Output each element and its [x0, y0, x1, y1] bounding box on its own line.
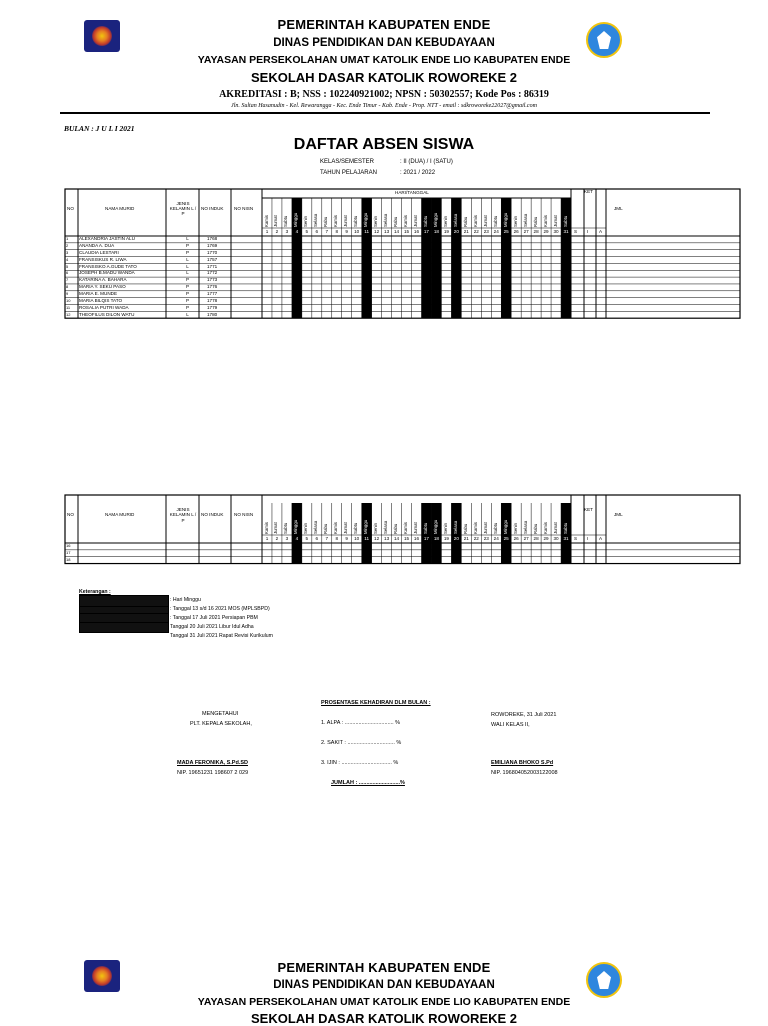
day-number: 25	[503, 536, 509, 541]
student-name: THEOFILUS DILON WATU	[79, 311, 135, 317]
day-name: Senin	[303, 523, 309, 534]
principal-nip: NIP. 19651231 198607 2 029	[177, 770, 249, 776]
meta-value: : II (DUA) / I (SATU)	[400, 159, 453, 165]
student-name: KATARINA A. BAHARA	[79, 277, 127, 283]
day-name: Minggu	[432, 519, 438, 534]
student-gender: P	[185, 304, 190, 310]
student-gender: L	[186, 311, 189, 317]
student-induk: 1768	[207, 236, 218, 242]
student-no: 5	[66, 263, 69, 269]
attendance-percentage-item: 3. IJIN : ................................. %	[321, 760, 399, 766]
day-name: Kamis	[472, 522, 478, 534]
day-number: 27	[523, 536, 529, 541]
student-no: 8	[66, 284, 69, 290]
day-number: 27	[523, 229, 529, 234]
day-name: Sabtu	[562, 215, 568, 227]
student-induk: 1772	[207, 270, 218, 276]
day-name: Kamis	[263, 215, 269, 227]
day-number: 26	[513, 536, 519, 541]
day-name: Rabu	[393, 523, 399, 534]
day-number: 10	[354, 536, 360, 541]
student-no: 12	[66, 311, 71, 317]
day-name: Jumat	[343, 522, 349, 534]
student-no: 2	[66, 243, 69, 249]
student-no: 11	[66, 304, 71, 310]
header-address: Jln. Sultan Hasanudin - Kel. Rewarangga - Kec. Ende Timur - Kab. Ende - Prop. NTT - email : sdkroworeke22027@gmail.com	[231, 103, 537, 109]
student-induk: 1757	[207, 256, 218, 262]
student-gender: L	[186, 256, 189, 262]
student-gender: P	[185, 291, 190, 296]
header-ket: KET	[584, 189, 593, 194]
student-gender: P	[185, 277, 190, 283]
legend-item: Tanggal 31 Juli 2021 Rapat Revisi Kurikulum	[170, 633, 273, 639]
day-number: 16	[413, 536, 420, 541]
sign-place-date: ROWOREKE, 31 Juli 2021	[491, 712, 557, 718]
header-gender: JENIS KELAMIN L / P	[169, 507, 197, 523]
day-number: 4	[295, 229, 299, 234]
student-induk: 1771	[207, 263, 218, 269]
meta-label: TAHUN PELAJARAN	[320, 170, 377, 176]
day-number: 12	[374, 229, 380, 234]
day-number: 3	[285, 229, 289, 234]
day-number: 25	[503, 229, 509, 234]
day-name: Senin	[442, 216, 448, 227]
day-name: Selasa	[522, 520, 528, 534]
day-number: 29	[543, 536, 549, 541]
day-number: 22	[473, 536, 479, 541]
header-line-2: DINAS PENDIDIKAN DAN KEBUDAYAAN	[273, 979, 495, 991]
legend-title: Keterangan :	[79, 589, 111, 595]
day-name: Senin	[512, 523, 518, 534]
student-name: CLAUDIA LESTARI	[79, 249, 119, 255]
day-name: Minggu	[363, 519, 369, 534]
day-name: Jumat	[413, 215, 419, 227]
day-number: 1	[265, 229, 269, 234]
day-number: 17	[423, 229, 429, 234]
day-name: Senin	[512, 216, 518, 227]
day-number: 18	[433, 536, 439, 541]
day-name: Jumat	[413, 522, 419, 534]
student-gender: L	[186, 270, 189, 276]
day-name: Sabtu	[353, 215, 359, 227]
day-number: 28	[533, 229, 539, 234]
day-name: Minggu	[293, 212, 299, 227]
day-name: Minggu	[432, 212, 438, 227]
header-line-1: PEMERINTAH KABUPATEN ENDE	[277, 17, 491, 32]
day-name: Kamis	[542, 215, 548, 227]
day-name: Jumat	[482, 215, 488, 227]
day-number: 1	[265, 536, 269, 541]
student-no: 1	[66, 236, 69, 242]
meta-value: : 2021 / 2022	[400, 170, 436, 176]
day-number: 6	[315, 229, 319, 234]
student-name: MARIA Y. SEKU PASO	[79, 284, 126, 290]
homeroom-title: WALI KELAS II,	[491, 722, 530, 728]
day-number: 6	[315, 536, 319, 541]
student-no: 16	[66, 543, 71, 549]
student-induk: 1780	[207, 311, 218, 317]
header-line-4: SEKOLAH DASAR KATOLIK ROWOREKE 2	[250, 1011, 518, 1026]
day-number: 19	[443, 229, 449, 234]
header-line-3: YAYASAN PERSEKOLAHAN UMAT KATOLIK ENDE LIO KABUPATEN ENDE	[197, 54, 571, 66]
day-name: Kamis	[333, 215, 339, 227]
day-number: 7	[325, 536, 329, 541]
day-number: 20	[453, 536, 459, 541]
day-number: 14	[393, 229, 400, 234]
day-name: Jumat	[552, 215, 558, 227]
day-name: Sabtu	[422, 522, 428, 534]
header-line-4: SEKOLAH DASAR KATOLIK ROWOREKE 2	[250, 70, 518, 85]
day-number: 9	[345, 536, 348, 541]
legend-item: Tanggal 20 Juli 2021 Libur Idul Adha	[170, 624, 254, 630]
day-name: Sabtu	[283, 522, 289, 534]
student-no: 3	[66, 249, 69, 255]
day-name: Kamis	[263, 522, 269, 534]
day-name: Rabu	[462, 216, 468, 227]
day-number: 11	[364, 229, 370, 234]
student-induk: 1776	[207, 284, 218, 290]
day-name: Minggu	[363, 212, 369, 227]
day-number: 18	[433, 229, 439, 234]
header-line-3: YAYASAN PERSEKOLAHAN UMAT KATOLIK ENDE LIO KABUPATEN ENDE	[197, 996, 571, 1008]
student-no: 10	[66, 297, 71, 303]
month-label: BULAN : J U L I 2021	[64, 124, 135, 133]
day-number: 29	[543, 229, 549, 234]
day-name: Kamis	[403, 522, 409, 534]
header-induk: NO INDUK	[201, 512, 224, 517]
day-number: 31	[563, 536, 569, 541]
day-number: 4	[295, 536, 299, 541]
day-number: 2	[275, 536, 279, 541]
day-name: Senin	[442, 523, 448, 534]
attendance-percentage-title: PROSENTASE KEHADIRAN DLM BULAN :	[321, 700, 431, 706]
student-no: 6	[66, 270, 69, 276]
legend-item: : Tanggal 17 Juli 2021 Persiapan PBM	[170, 615, 258, 621]
day-number: 19	[443, 536, 449, 541]
day-number: 24	[493, 229, 499, 234]
day-name: Minggu	[502, 519, 508, 534]
day-number: 23	[483, 536, 489, 541]
student-gender: P	[185, 243, 190, 249]
header-ket-col: S	[574, 536, 578, 541]
header-nisn: NO NISN	[234, 205, 254, 211]
header-nisn: NO NISN	[234, 512, 254, 517]
day-number: 15	[403, 229, 410, 234]
day-name: Selasa	[383, 213, 389, 227]
day-name: Minggu	[502, 212, 508, 227]
day-number: 10	[354, 229, 360, 234]
day-number: 2	[275, 229, 279, 234]
header-days-title: HARI/TANGGAL	[395, 190, 429, 195]
day-number: 30	[553, 536, 559, 541]
principal-title: PLT. KEPALA SEKOLAH,	[190, 721, 252, 727]
day-name: Selasa	[452, 520, 458, 534]
day-name: Sabtu	[492, 215, 498, 227]
student-name: JOSEPH B.MADU WANDA	[79, 270, 135, 276]
day-number: 13	[384, 229, 390, 234]
header-ket-col: I	[587, 536, 589, 541]
day-name: Kamis	[542, 522, 548, 534]
header-no: NO	[67, 512, 74, 517]
student-no: 17	[66, 550, 71, 556]
day-name: Jumat	[273, 522, 279, 534]
day-name: Sabtu	[353, 522, 359, 534]
header-gender: JENIS KELAMIN L / P	[169, 200, 197, 217]
day-name: Rabu	[462, 523, 468, 534]
homeroom-name: EMILIANA BHOKO S.Pd	[491, 760, 554, 766]
student-name: MARIA E. MUNDE	[79, 291, 118, 296]
day-name: Kamis	[403, 215, 409, 227]
student-induk: 1773	[207, 277, 218, 283]
header-ket-col: A	[599, 229, 603, 234]
day-name: Senin	[303, 216, 309, 227]
student-gender: P	[185, 297, 190, 303]
day-name: Sabtu	[422, 215, 428, 227]
day-number: 21	[463, 536, 469, 541]
homeroom-nip: NIP. 196804052003122008	[491, 770, 558, 776]
day-number: 5	[305, 229, 309, 234]
student-name: ROSALIA PUTRI WADA	[79, 304, 129, 310]
day-number: 13	[384, 536, 390, 541]
day-number: 15	[403, 536, 410, 541]
student-induk: 1778	[207, 297, 218, 303]
day-number: 7	[325, 229, 329, 234]
day-name: Rabu	[323, 523, 329, 534]
day-number: 16	[413, 229, 420, 234]
meta-label: KELAS/SEMESTER	[320, 159, 375, 165]
day-number: 28	[533, 536, 539, 541]
student-induk: 1777	[207, 291, 218, 296]
day-number: 20	[453, 229, 459, 234]
approval-label: MENGETAHUI	[202, 711, 239, 717]
day-name: Selasa	[452, 213, 458, 227]
student-induk: 1770	[207, 249, 218, 255]
header-no: NO	[67, 205, 74, 211]
student-gender: L	[186, 263, 189, 269]
student-induk: 1769	[207, 243, 218, 249]
header-name: NAMA MURID	[105, 205, 135, 211]
day-name: Selasa	[313, 213, 319, 227]
header-line-2: DINAS PENDIDIKAN DAN KEBUDAYAAN	[273, 37, 495, 49]
student-name: FRANSISKUS R. LIWA	[79, 256, 127, 262]
day-number: 8	[335, 536, 339, 541]
header-ket-col: I	[587, 229, 589, 234]
day-name: Senin	[373, 523, 379, 534]
student-no: 4	[66, 256, 69, 262]
student-name: MARIA BILQIS TATO	[79, 297, 123, 303]
day-name: Sabtu	[492, 522, 498, 534]
day-number: 11	[364, 536, 370, 541]
header-ket-col: A	[599, 536, 603, 541]
day-name: Sabtu	[562, 522, 568, 534]
day-name: Jumat	[343, 215, 349, 227]
day-number: 5	[305, 536, 309, 541]
day-name: Selasa	[522, 213, 528, 227]
day-name: Sabtu	[283, 215, 289, 227]
student-gender: P	[185, 249, 190, 255]
student-name: ALEXANDRIA JASTIN ALU	[79, 236, 135, 242]
doc-title: DAFTAR ABSEN SISWA	[293, 136, 475, 153]
day-name: Rabu	[393, 216, 399, 227]
day-number: 22	[473, 229, 479, 234]
student-gender: L	[186, 236, 189, 242]
header-jml: JML	[614, 205, 623, 211]
header-ket: KET	[584, 507, 593, 512]
day-name: Rabu	[532, 216, 538, 227]
day-number: 12	[374, 536, 380, 541]
student-induk: 1779	[207, 304, 218, 310]
day-name: Jumat	[482, 522, 488, 534]
day-number: 24	[493, 536, 499, 541]
day-number: 9	[345, 229, 348, 234]
day-number: 31	[563, 229, 569, 234]
day-name: Jumat	[273, 215, 279, 227]
attendance-percentage-item: 1. ALPA : ................................ %	[321, 720, 401, 726]
principal-name: MADA FERONIKA, S.Pd.SD	[177, 760, 248, 766]
student-gender: P	[185, 284, 190, 290]
attendance-total: JUMLAH : ...........................%	[331, 780, 405, 786]
legend-item: : Tanggal 13 s/d 16 2021 MOS (MPLSBPD)	[170, 606, 270, 612]
header-induk: NO INDUK	[201, 205, 224, 211]
student-no: 7	[66, 277, 69, 283]
attendance-percentage-item: 2. SAKIT : ............................... %	[321, 740, 402, 746]
day-number: 3	[285, 536, 289, 541]
day-name: Senin	[373, 216, 379, 227]
day-number: 26	[513, 229, 519, 234]
legend-item: : Hari Minggu	[170, 597, 201, 603]
header-line-5: AKREDITASI : B; NSS : 102240921002; NPSN : 50302557; Kode Pos : 86319	[219, 89, 549, 100]
day-name: Rabu	[532, 523, 538, 534]
student-name: ANANDA A. DUA	[79, 243, 115, 249]
day-number: 17	[423, 536, 429, 541]
student-no: 9	[66, 291, 69, 296]
day-name: Rabu	[323, 216, 329, 227]
header-jml: JML	[614, 512, 623, 517]
legend-swatch	[79, 622, 169, 633]
student-name: FRANSISKO A.GUDE TATO	[79, 263, 137, 269]
day-number: 21	[463, 229, 469, 234]
day-name: Selasa	[383, 520, 389, 534]
day-name: Kamis	[472, 215, 478, 227]
header-line-1: PEMERINTAH KABUPATEN ENDE	[277, 960, 491, 975]
day-name: Selasa	[313, 520, 319, 534]
day-name: Jumat	[552, 522, 558, 534]
header-ket-col: S	[574, 229, 578, 234]
day-name: Minggu	[293, 519, 299, 534]
day-name: Kamis	[333, 522, 339, 534]
day-number: 23	[483, 229, 489, 234]
student-no: 18	[66, 556, 71, 562]
header-name: NAMA MURID	[105, 512, 135, 517]
day-number: 8	[335, 229, 339, 234]
day-number: 14	[393, 536, 400, 541]
day-number: 30	[553, 229, 559, 234]
